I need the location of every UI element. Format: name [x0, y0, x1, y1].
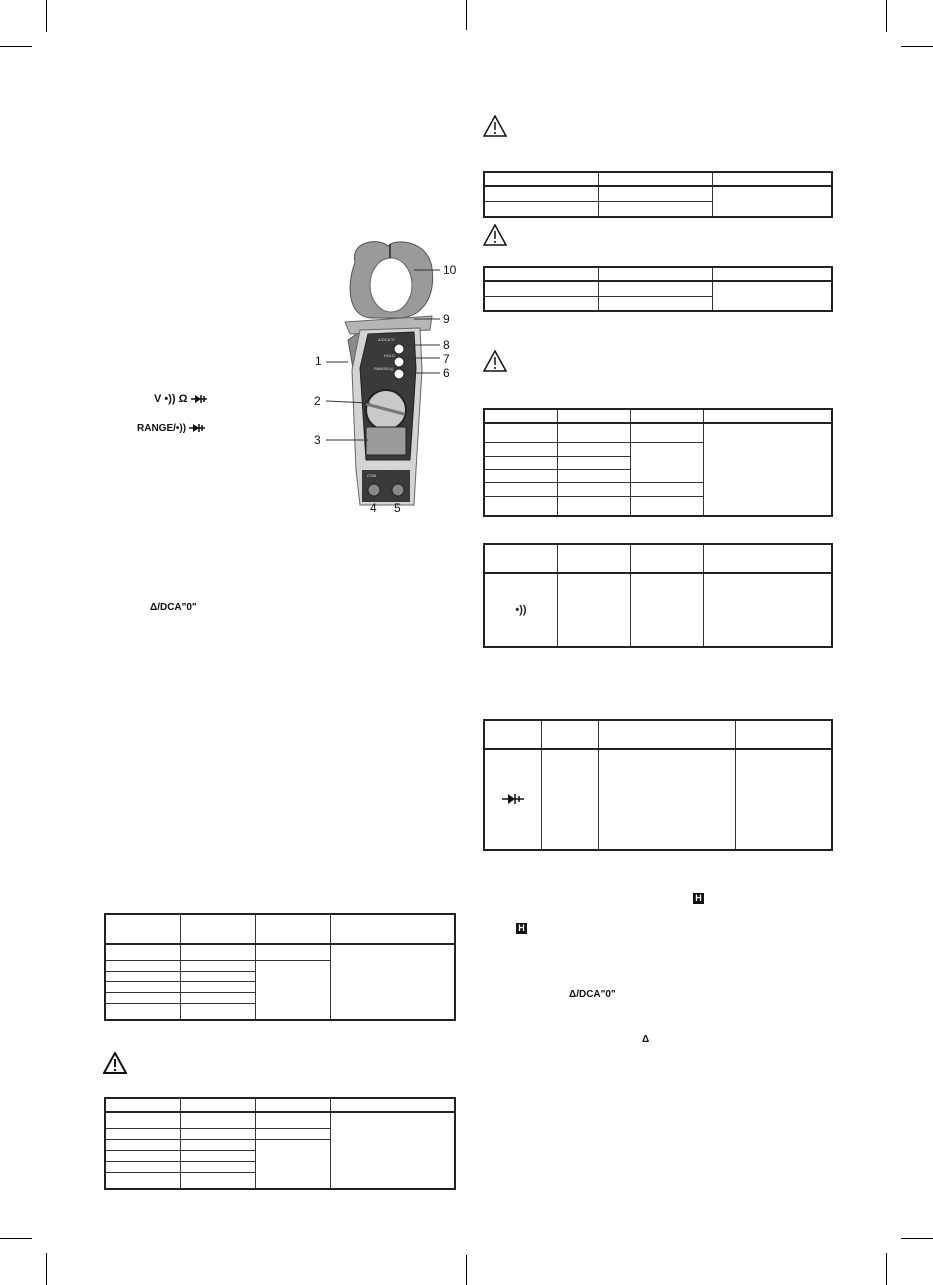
callout-5: 5	[394, 501, 401, 515]
spec-table-right-continuity	[483, 543, 833, 648]
crop-mark	[466, 1255, 467, 1285]
crop-mark	[466, 0, 467, 30]
spec-table-right-diode	[483, 719, 833, 851]
warning-icon	[483, 115, 507, 137]
callout-8: 8	[443, 338, 450, 352]
delta-dca-symbol-left: Δ/DCA"0"	[150, 602, 197, 613]
delta-dca-symbol-right: Δ/DCA"0"	[569, 989, 616, 1000]
callout-4: 4	[370, 501, 377, 515]
hold-icon: H	[693, 893, 704, 904]
svg-text:HOLD: HOLD	[384, 353, 396, 358]
crop-mark	[0, 46, 32, 47]
svg-text:RANGE/•)): RANGE/•))	[374, 366, 394, 371]
callout-6: 6	[443, 366, 450, 380]
spec-table-left-1	[104, 913, 456, 1021]
crop-mark	[0, 1238, 32, 1239]
hold-icon: H	[516, 923, 527, 934]
svg-text:Δ/DCA"0": Δ/DCA"0"	[378, 337, 396, 342]
clamp-meter-illustration	[310, 238, 470, 523]
diode-icon	[191, 394, 207, 404]
crop-mark	[886, 0, 887, 32]
warning-icon	[483, 224, 507, 246]
warning-icon	[483, 350, 507, 372]
range-button-symbol: RANGE/•))	[137, 423, 205, 434]
spec-table-right-1	[483, 171, 833, 218]
crop-mark	[46, 0, 47, 32]
diode-icon	[189, 423, 205, 433]
callout-7: 7	[443, 352, 450, 366]
delta-icon: Δ	[642, 1034, 650, 1045]
crop-mark	[901, 1238, 933, 1239]
callout-3: 3	[314, 433, 321, 447]
crop-mark	[901, 46, 933, 47]
continuity-icon: •))	[484, 573, 558, 647]
crop-mark	[886, 1253, 887, 1285]
crop-mark	[46, 1253, 47, 1285]
callout-1: 1	[315, 354, 322, 368]
callout-9: 9	[443, 312, 450, 326]
svg-text:COM: COM	[367, 473, 377, 478]
spec-table-left-2	[104, 1097, 456, 1190]
function-symbols-vohm: V •)) Ω	[154, 393, 207, 405]
svg-text:DIGITAL CLAMP METER: DIGITAL CLAMP METER	[367, 462, 413, 467]
warning-icon	[103, 1052, 127, 1074]
spec-table-right-2	[483, 266, 833, 312]
callout-10: 10	[443, 263, 457, 277]
spec-table-right-3	[483, 408, 833, 517]
callout-2: 2	[314, 394, 321, 408]
diode-icon	[502, 793, 524, 805]
